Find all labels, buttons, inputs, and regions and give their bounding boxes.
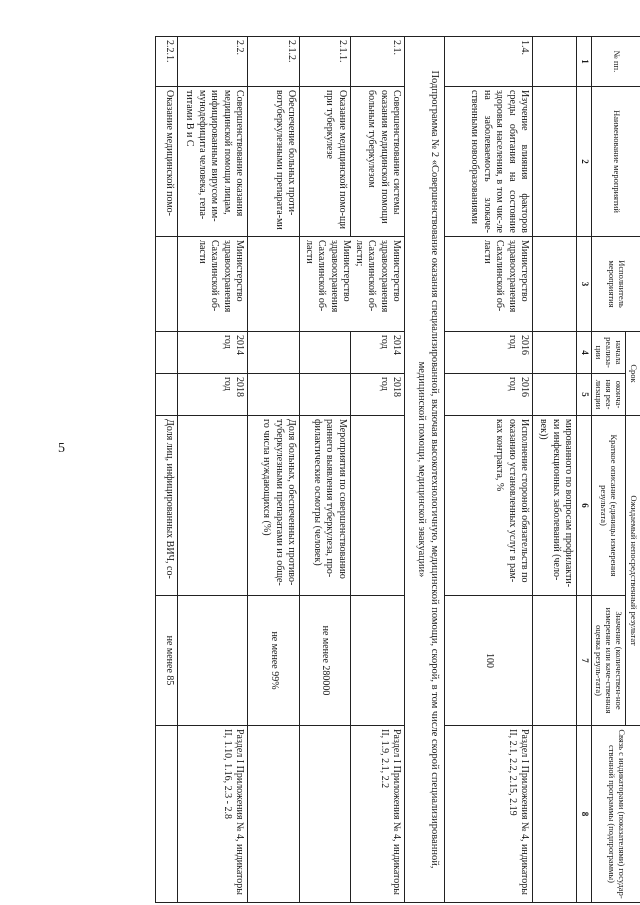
header-name: Наименование мероприятий bbox=[591, 87, 640, 237]
row-number: 2.1.2. bbox=[248, 37, 300, 87]
page-number: 5 bbox=[58, 441, 65, 456]
header-expected-result: Ожидаемый непосредственный результат bbox=[626, 416, 640, 726]
term-end: 2018 год bbox=[178, 374, 248, 416]
activity-name: Оказание медицинской помо- bbox=[156, 87, 178, 237]
activity-name: Совершенствование системы оказания медицинской помощи больным туберкулезом bbox=[350, 87, 405, 237]
continued-description: мированного по вопросам профилакти-ки инфекционных заболеваний (чело-век)) bbox=[533, 416, 577, 596]
term-end: 2018 год bbox=[350, 374, 405, 416]
activity-name: Оказание медицинской помо-щи при туберкулезе bbox=[300, 87, 350, 237]
row-number: 2.1. bbox=[350, 37, 405, 87]
term-start: 2014 год bbox=[350, 332, 405, 374]
term-start: 2016 год bbox=[445, 332, 533, 374]
executor: Министерство здравоохранения Сахалинской об-ласти; Министерство здравоохранения Сахалинской об-ласти bbox=[300, 237, 405, 332]
result-value: не менее 280000 bbox=[300, 596, 350, 726]
activity-name: Совершенствование оказания медицинской помощи лицам, инфицированным вирусом им-мунодефицита человека, гепа-титами В и С bbox=[178, 87, 248, 237]
header-term: Срок bbox=[626, 332, 640, 416]
result-value: не менее 85 bbox=[156, 596, 178, 726]
column-number: 7 bbox=[577, 596, 591, 726]
activity-name: Изучение влияния факторов среды обитания на состояние здоровья населения, в том чис-ле на заболеваемость злокаче-ственными новообразованиями bbox=[445, 87, 533, 237]
indicator-link: Раздел I Приложения № 4, индикаторы II, 1.9, 2.1, 2.2 bbox=[350, 726, 405, 903]
column-number: 4 bbox=[577, 332, 591, 374]
header-value: Значение (количествен-ное измерение или каче-ственная оценка резуль-тата) bbox=[591, 596, 625, 726]
executor: Министерство здравоохранения Сахалинской об-ласти bbox=[178, 237, 248, 332]
activity-name: Обеспечение больных проти-вотуберкулезными препарата-ми bbox=[248, 87, 300, 237]
result-description: Доля больных, обеспеченных противо-туберкулезными препаратами из обще-го числа нуждающихся (%) bbox=[248, 416, 300, 596]
table-row bbox=[300, 37, 350, 903]
row-number: 2.2. bbox=[178, 37, 248, 87]
header-no: № пп. bbox=[591, 37, 640, 87]
header-short-desc: Краткое описание (единицы измерения результата) bbox=[591, 416, 625, 596]
table-row bbox=[350, 37, 405, 903]
table-row bbox=[156, 37, 178, 903]
table-row bbox=[248, 37, 300, 903]
indicator-link: Раздел I Приложения № 4, индикаторы II, 1.10, 1.16, 2.3 - 2.8 bbox=[178, 726, 248, 903]
table-row bbox=[445, 37, 533, 903]
activities-table bbox=[155, 36, 640, 903]
term-start: 2014 год bbox=[178, 332, 248, 374]
result-description: Мероприятия по совершенствованию раннего выявления туберкулеза, про-филактические осмотры (человек) bbox=[300, 416, 350, 596]
column-number: 2 bbox=[577, 87, 591, 237]
term-end: 2016 год bbox=[445, 374, 533, 416]
header-link: Связь с индикаторами (показателями) государ-ственной программы (подпрограммы) bbox=[591, 726, 640, 903]
row-number: 1.4. bbox=[445, 37, 533, 87]
header-term-start: начала реализа-ции bbox=[591, 332, 625, 374]
column-number: 1 bbox=[577, 37, 591, 87]
column-number: 8 bbox=[577, 726, 591, 903]
result-description: Исполнение стороной обязательств по оказанию установленных услуг в рам-ках контракта, % bbox=[445, 416, 533, 596]
rotated-table-area bbox=[96, 36, 640, 904]
subprogram-title: Подпрограмма № 2 «Совершенствование оказания специализированной, включая высокотехнологичную, медицинской помощи, скорой, в том числе скорой специализированной, медицинской помощи, медицинской эвакуации» bbox=[405, 37, 445, 903]
column-number: 5 bbox=[577, 374, 591, 416]
column-number: 6 bbox=[577, 416, 591, 596]
row-number: 2.2.1. bbox=[156, 37, 178, 87]
header-executor: Исполнитель мероприятия bbox=[591, 237, 640, 332]
row-number: 2.1.1. bbox=[300, 37, 350, 87]
table-row bbox=[533, 37, 577, 903]
column-number: 3 bbox=[577, 237, 591, 332]
executor: Министерство здравоохранения Сахалинской об-ласти bbox=[445, 237, 533, 332]
indicator-link: Раздел I Приложения № 4, индикаторы II, 2.1, 2.2, 2.15, 2.19 bbox=[445, 726, 533, 903]
result-value: 100 bbox=[445, 596, 533, 726]
table-row bbox=[178, 37, 248, 903]
table-row bbox=[405, 37, 445, 903]
result-description: Доля лиц, инфицированных ВИЧ, со- bbox=[156, 416, 178, 596]
result-value: не менее 99% bbox=[248, 596, 300, 726]
header-term-end: оконча-ния реа-лизации bbox=[591, 374, 625, 416]
